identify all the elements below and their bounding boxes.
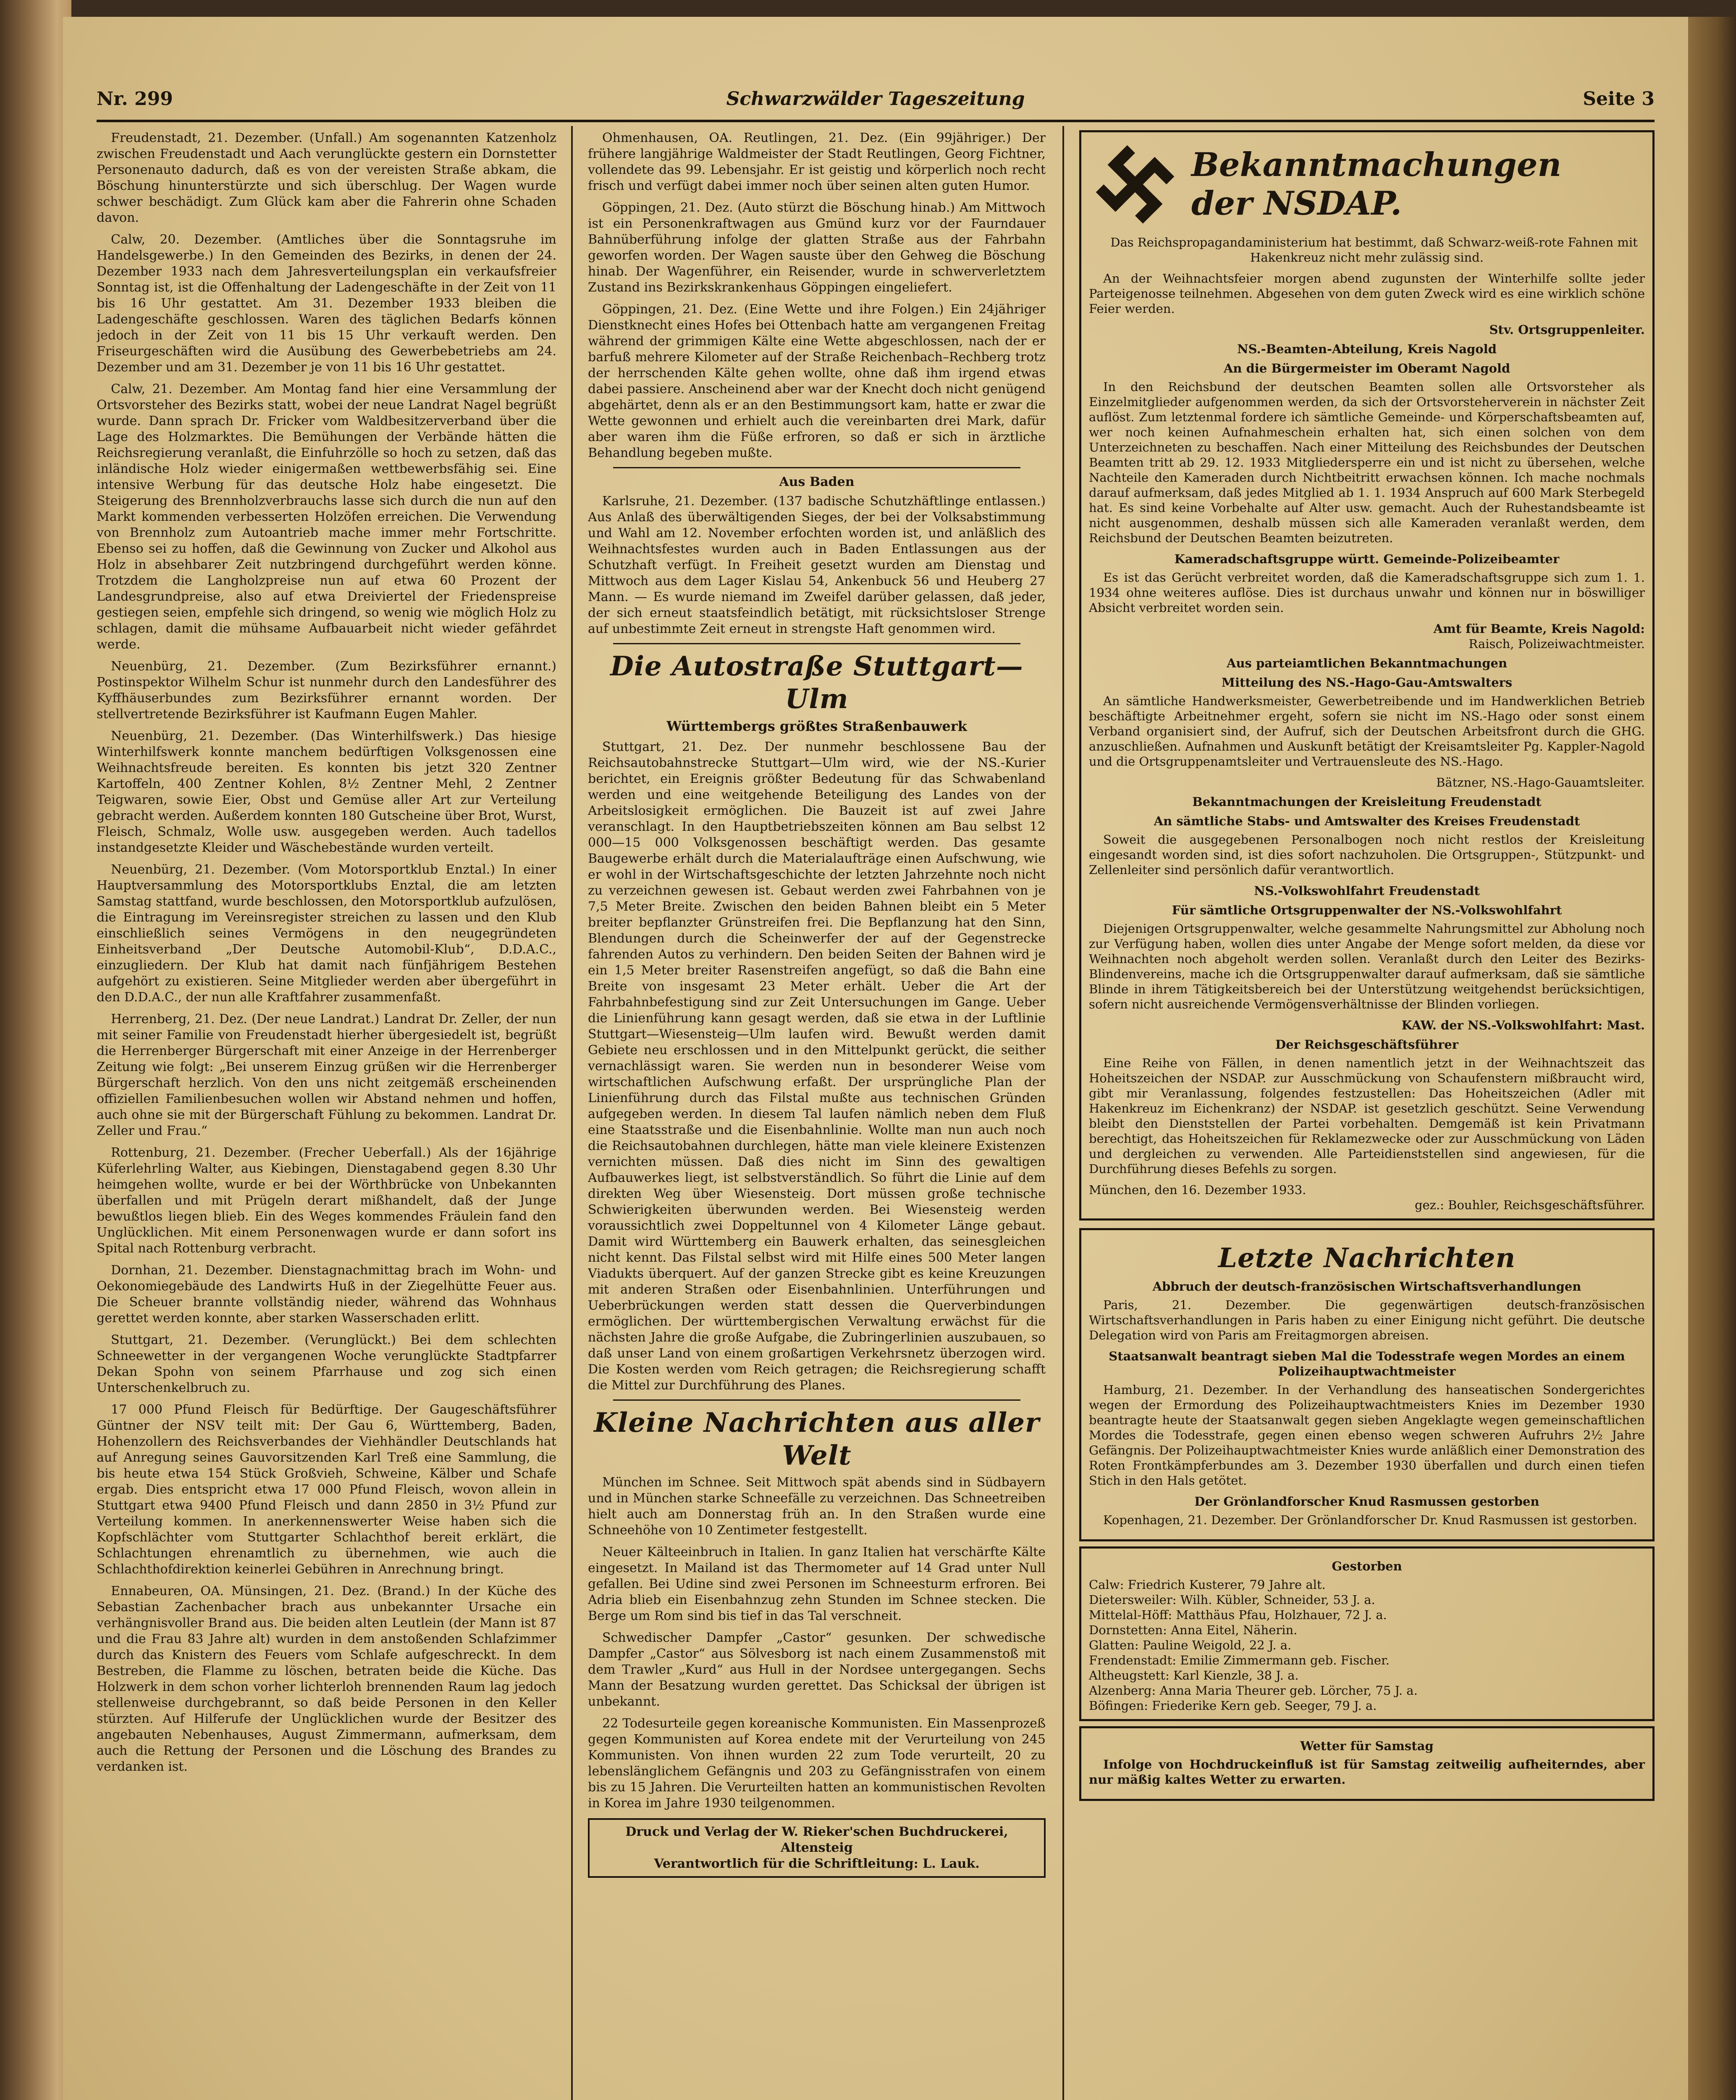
list-item: Alzenberg: Anna Maria Theurer geb. Lörcher, 75 J. a. [1089, 1683, 1418, 1698]
column-local-news [97, 130, 556, 2100]
news-item: Neuenbürg, 21. Dezember. (Zum Bezirksführer ernannt.) Postinspektor Wilhelm Schur ist nunmehr durch den Landesführer des Kyffhäuserbundes zum Bezirksführer ernannt worden. Der stellvertretende Bezirksführer ist Kaufmann Eugen Mahler. [97, 659, 556, 722]
signature: Raisch, Polizeiwachtmeister. [1469, 637, 1645, 651]
news-item: Calw, 21. Dezember. Am Montag fand hier eine Versammlung der Ortsvorsteher des Bezirks statt, wobei der neue Landrat Nagel begrüßt wurde. Dann sprach Dr. Fricker vom Waldbesitzerverband über die Lage des Holzmarktes. Die Bemühungen der Verbände hätten die Reichsregierung veranlaßt, die Einfuhrzölle so hoch zu setzen, daß das inländische Holz wieder einigermaßen wettbewerbsfähig sei. Eine intensive Werbung für das deutsche Holz habe eingesetzt. Die Steigerung des Brennholzverbrauchs lasse sich durch die nun auf den Markt kommenden verbesserten Holzöfen erreichen. Die Verwendung von Brennholz zum Autoantrieb mache immer mehr Fortschritte. Ebenso sei zu hoffen, daß die Gewinnung von Zucker und Alkohol aus Holz in absehbarer Zeit nutzbringend durchgeführt werden könne. Trotzdem die Langholzpreise nun auf etwa 60 Prozent der Landesgrundpreise, also auf etwa Dreiviertel der Friedenspreise gestiegen seien, empfehle sich dringend, so wenig wie möglich Holz zu schlagen, damit die mühsame Aufbauarbeit nicht wieder gefährdet werde. [97, 382, 556, 652]
imprint-publisher: Druck und Verlag der W. Rieker'schen Buchdruckerei, Altensteig [625, 1824, 1008, 1855]
list-item: Frendenstadt: Emilie Zimmermann geb. Fischer. [1089, 1653, 1390, 1667]
announcement-subheading: An die Bürgermeister im Oberamt Nagold [1223, 361, 1510, 375]
list-item: Glatten: Pauline Weigold, 22 J. a. [1089, 1638, 1292, 1652]
weather-heading: Wetter für Samstag [1300, 1739, 1434, 1753]
signature: KAW. der NS.-Volkswohlfahrt: Mast. [1401, 1018, 1645, 1032]
issue-number: Nr. 299 [97, 88, 173, 110]
weather-text: Infolge von Hochdruckeinfluß ist für Samstag zeitweilig aufheiterndes, aber nur mäßig kaltes Wetter zu erwarten. [1089, 1757, 1645, 1787]
deaths-heading: Gestorben [1332, 1559, 1402, 1573]
announcement-heading: Kameradschaftsgruppe württ. Gemeinde-Polizeibeamter [1174, 552, 1560, 566]
announcement-heading: Bekanntmachungen der Kreisleitung Freudenstadt [1192, 795, 1542, 809]
list-item: Mittelal-Höff: Matthäus Pfau, Holzhauer, 72 J. a. [1089, 1608, 1387, 1622]
column-regional-news [588, 130, 1046, 2100]
column-divider [571, 126, 573, 2100]
announcement-subheading: Mitteilung des NS.-Hago-Gau-Amtswalters [1221, 675, 1513, 690]
announcement-heading: Der Reichsgeschäftsführer [1275, 1037, 1459, 1052]
news-item: Göppingen, 21. Dez. (Eine Wette und ihre Folgen.) Ein 24jähriger Dienstknecht eines Hofes bei Ottenbach hatte am vergangenen Freitag während der grimmigen Kälte eine Wette abgeschlossen, nach der er barfuß mehrere Kilometer auf der Straße Reichenbach–Rechberg trotz der herrschenden Kälte gehen wollte, ohne daß ihm irgend etwas dabei passiere. Anscheinend aber war der Knecht doch nicht genügend abgehärtet, denn als er an den Bestimmungsort kam, hatte er zwar die Wette gewonnen und erhielt auch die vereinbarten drei Mark, dafür aber waren ihm die Füße erfroren, so daß er sich in ärztliche Behandlung begeben mußte. [588, 302, 1046, 460]
newspaper-page [63, 17, 1688, 2100]
page-edge [1688, 17, 1736, 2100]
announcement-text: Soweit die ausgegebenen Personalbogen noch nicht restlos der Kreisleitung eingesandt worden sind, ist dies sofort nachzuholen. Die Ortsgruppen-, Stützpunkt- und Zellenleiter sind persönlich dafür verantwortlich. [1089, 832, 1645, 877]
nsdap-header [1089, 138, 1645, 231]
newspaper-title: Schwarzwälder Tageszeitung [726, 88, 1025, 110]
announcement-text: An sämtliche Handwerksmeister, Gewerbetreibende und im Handwerklichen Betrieb beschäftigte Arbeitnehmer ergeht, sofern sie nicht im NS.-Hago oder sonst einem Verband organisiert sind, der Aufruf, sich der Deutschen Arbeitsfront durch die GHG. anzuschließen. Aufnahmen und Auskunft betätigt der Kreisamtsleiter Pg. Kappler-Nagold und die Ortsgruppenamtsleiter und Vertrauensleute des NS.-Hago. [1089, 694, 1645, 769]
imprint-box [588, 1818, 1046, 1878]
header-rule [97, 120, 1655, 122]
column-divider [1062, 126, 1064, 2100]
separator [613, 467, 1020, 468]
announcement-text: Eine Reihe von Fällen, in denen namentlich jetzt in der Weihnachtszeit das Hoheitszeichen der NSDAP. zur Ausschmückung von Schaufenstern mißbraucht wird, gibt mir Veranlassung, folgendes festzustellen: Das Hoheitszeichen (Adler mit Hakenkreuz im Eichenkranz) der NSDAP. ist gesetzlich geschützt. Seine Verwendung bleibt den Dienststellen der Partei vorbehalten. Demgemäß ist kein Privatmann berechtigt, das Hoheitszeichen für Reklamezwecke oder zur Ausschmückung von Läden und dergleichen zu verwenden. Alle Parteidienststellen sind angewiesen, für die Durchführung dieses Befehls zu sorgen. [1089, 1056, 1645, 1176]
page-number: Seite 3 [1583, 88, 1655, 110]
section-heading-baden: Aus Baden [779, 475, 855, 489]
separator [613, 643, 1020, 644]
announcement-subheading: An sämtliche Stabs- und Amtswalter des Kreises Freudenstadt [1154, 814, 1580, 828]
nsdap-announcements-box [1079, 130, 1655, 1221]
page-header [97, 88, 1655, 118]
list-item: Böfingen: Friederike Kern geb. Seeger, 79 J. a. [1089, 1698, 1377, 1713]
announcement-text: Das Reichspropagandaministerium hat bestimmt, daß Schwarz-weiß-rote Fahnen mit Hakenkreuz nicht mehr zulässig sind. [1110, 235, 1638, 265]
list-item: Calw: Friedrich Kusterer, 79 Jahre alt. [1089, 1578, 1326, 1592]
column-announcements [1079, 130, 1655, 2100]
signature: Bätzner, NS.-Hago-Gauamtsleiter. [1436, 775, 1645, 790]
headline-autostrasse: Die Autostraße Stuttgart—Ulm [610, 651, 1023, 715]
announcement-heading: NS.-Volkswohlfahrt Freudenstadt [1254, 884, 1480, 898]
article-autostrasse: Stuttgart, 21. Dez. Der nunmehr beschlossene Bau der Reichsautobahnstrecke Stuttgart—Ulm wird, wie der NS.-Kurier berichtet, ein Ereignis größter Bedeutung für das Schwabenland werden und eine weitgehende Beteiligung des Landes von der Arbeitslosigkeit ermöglichen. Die Bauzeit ist auf zwei Jahre veranschlagt. In den Hauptbetriebszeiten können am Bau selbst 12 000—15 000 Volksgenossen beschäftigt werden. Das gesamte Baugewerbe erhält durch die Materialaufträge einen Aufschwung, wie er wohl in der Wirtschaftsgeschichte der letzten Jahrzehnte noch nicht zu verzeichnen gewesen ist. Gebaut werden zwei Fahrbahnen von je 7,5 Meter Breite. Zwischen den beiden Bahnen bleibt ein 5 Meter breiter bepflanzter Grünstreifen frei. Die Bepflanzung hat den Sinn, Blendungen durch die Scheinwerfer der auf der Gegenstrecke fahrenden Autos zu verhindern. Den beiden Seiten der Bahnen wird je ein 1,5 Meter breiter Rasenstreifen angefügt, so daß die Bahn eine Breite von insgesamt 23 Meter erhält. Ueber die Art der Fahrbahnbefestigung sind zur Zeit Untersuchungen im Gange. Ueber die Linienführung kann gesagt werden, daß sie etwa in der Luftlinie Stuttgart—Wiesensteig—Ulm laufen wird. Bewußt werden damit Gebiete neu erschlossen und in den Mittelpunkt gerückt, die seither vernachlässigt waren. Sie werden nun in besonderer Weise vom wirtschaftlichen Aufschwung erfaßt. Der ursprüngliche Plan der Linienführung durch das Filstal mußte aus technischen Gründen aufgegeben werden. In diesem Tal laufen nämlich neben dem Fluß eine Staatsstraße und die Eisenbahnlinie. Wollte man nun auch noch die Reichsautobahnen durchlegen, hätte man viele kleinere Existenzen vernichten müssen. Daß dies nicht im Sinn des gewaltigen Aufbauwerkes liegt, ist selbstverständlich. So führt die Linie auf dem direkten Weg über Wiesensteig. Dort müssen große technische Schwierigkeiten überwunden werden. Bei Wiesensteig werden voraussichtlich zwei Doppeltunnel von 4 Kilometer Länge gebaut. Damit wird Württemberg ein Bauwerk erhalten, das seinesgleichen nicht kennt. Das Filstal selbst wird mit Hilfe eines 500 Meter langen Viadukts überquert. Auf der ganzen Strecke gibt es keine Kreuzungen mit anderen Straßen oder Eisenbahnlinien. Unterführungen und Ueberbrückungen werden statt dessen die Querverbindungen ermöglichen. Der württembergischen Verwaltung erwächst für die nächsten Jahre die große Aufgabe, die Zubringerlinien auszubauen, so daß unser Land von einem großartigen Verkehrsnetz überzogen wird. Die Kosten werden vom Reich getragen; die Reichsregierung schafft die Mittel zur Durchführung des Planes. [588, 740, 1046, 1393]
announcement-heading: Aus parteiamtlichen Bekanntmachungen [1226, 656, 1508, 670]
news-item: Neuenbürg, 21. Dezember. (Das Winterhilfswerk.) Das hiesige Winterhilfswerk konnte manchem bedürftigen Volksgenossen eine Weihnachtsfreude bereiten. Es konnten bis jetzt 320 Zentner Kartoffeln, 400 Zentner Kohlen, 8½ Zentner Mehl, 2 Zentner Teigwaren, sowie Eier, Obst und Gemüse aller Art zur Verteilung gebracht werden. Außerdem konnten 180 Gutscheine über Brot, Wurst, Fleisch, Schmalz, Wolle usw. ausgegeben werden. Auch tadellos instandgesetzte Kleider und Wäschebestände wurden verteilt. [97, 729, 556, 855]
signature: gez.: Bouhler, Reichsgeschäftsführer. [1414, 1198, 1645, 1212]
list-item: Altheugstett: Karl Kienzle, 38 J. a. [1089, 1668, 1299, 1683]
news-heading: Der Grönlandforscher Knud Rasmussen gestorben [1194, 1494, 1539, 1509]
announcement-heading: NS.-Beamten-Abteilung, Kreis Nagold [1237, 342, 1497, 356]
news-item: Ennabeuren, OA. Münsingen, 21. Dez. (Brand.) In der Küche des Sebastian Zachenbacher brach aus unbekannter Ursache ein verhängnisvoller Brand aus. Die beiden alten Leutlein (der Mann ist 87 und die Frau 83 Jahre alt) wurden in dem anstoßenden Schlafzimmer durch das Knistern des Feuers vom Schlafe aufgeschreckt. In dem Bestreben, die Flamme zu löschen, betraten beide die Küche. Das Holzwerk in dem schon vorher lichterloh brennenden Raum lag jedoch stellenweise durchgebrannt, so daß beide Personen in den Keller stürzten. Auf Hilferufe der Unglücklichen wurde der Besitzer des angebauten Nebenhauses, August Zimmermann, aufmerksam, dem auch die Rettung der Personen und die Löschung des Brandes zu verdanken ist. [97, 1584, 556, 1774]
news-item: Stuttgart, 21. Dezember. (Verunglückt.) Bei dem schlechten Schneewetter in der vergangenen Woche verunglückte Stadtpfarrer Dekan Spohn von seinem Pfarrhause und zog sich einen Unterschenkelbruch zu. [97, 1333, 556, 1395]
list-item: Dornstetten: Anna Eitel, Näherin. [1089, 1623, 1298, 1637]
subheadline-autostrasse: Württembergs größtes Straßenbauwerk [666, 718, 967, 734]
list-item: Dietersweiler: Wilh. Kübler, Schneider, 53 J. a. [1089, 1593, 1375, 1607]
news-item: Calw, 20. Dezember. (Amtliches über die Sonntagsruhe im Handelsgewerbe.) In den Gemeinden des Bezirks, in denen der 24. Dezember 1933 nach dem Jahresverteilungsplan ein verkaufsfreier Sonntag ist, ist die Offenhaltung der Ladengeschäfte in der Zeit von 11 bis 16 Uhr gestattet. Am 31. Dezember 1933 bleiben die Ladengeschäfte geschlossen. Waren des täglichen Bedarfs können jedoch in der Zeit von 11 bis 15 Uhr verkauft werden. Den Friseurgeschäften wird die Ausübung des Gewerbebetriebs am 24. Dezember und am 31. Dezember je von 11 bis 16 Uhr gestattet. [97, 232, 556, 375]
headline-letzte-nachrichten: Letzte Nachrichten [1218, 1242, 1516, 1274]
news-heading: Abbruch der deutsch-französischen Wirtschaftsverhandlungen [1152, 1279, 1581, 1294]
announcement-text: In den Reichsbund der deutschen Beamten sollen alle Ortsvorsteher als Einzelmitglieder aufgenommen werden, da sich der Ortsvorsteherverein in nächster Zeit auflöst. Zum letztenmal fordere ich sämtliche Gemeinde- und Körperschaftsbeamten auf, wer noch keinen Aufnahmeschein erhalten hat, sich einen solchen von dem Unterzeichneten zu beschaffen. Nach einer Mitteilung des Reichsbundes der Deutschen Beamten tritt ab 29. 12. 1933 Mitgliedersperre ein und ist nicht zu übersehen, welche Nachteile den Kameraden durch Nichtbeitritt erwachsen können. Ich mache nochmals darauf aufmerksam, daß jedes Mitglied ab 1. 1. 1934 Anspruch auf 600 Mark Sterbegeld hat. Es sind keine Vorbehalte auf Alter usw. gemacht. Auch der Ruhestandsbeamte ist nicht ausgenommen, deshalb müssen sich alle Kameraden veranlaßt werden, dem Reichsbund der Deutschen Beamten beizutreten. [1089, 380, 1645, 545]
news-item: Dornhan, 21. Dezember. Dienstagnachmittag brach im Wohn- und Oekonomiegebäude des Landwirts Huß in der Ziegelhütte Feuer aus. Die Scheuer brannte vollständig nieder, während das Wohnhaus gerettet werden konnte, aber starken Wasserschaden erlitt. [97, 1263, 556, 1326]
announcement-text: Es ist das Gerücht verbreitet worden, daß die Kameradschaftsgruppe sich zum 1. 1. 1934 ohne weiteres auflöse. Dies ist durchaus unwahr und können nur in böswilliger Absicht verbreitet worden sein. [1089, 570, 1645, 615]
announcement-date: München, den 16. Dezember 1933. [1089, 1183, 1306, 1197]
announcement-subheading: Für sämtliche Ortsgruppenwalter der NS.-Volkswohlfahrt [1172, 903, 1562, 917]
news-item: Karlsruhe, 21. Dezember. (137 badische Schutzhäftlinge entlassen.) Aus Anlaß des überwältigenden Sieges, der bei der Volksabstimmung und Wahl am 12. November erfochten worden ist, und anläßlich des Weihnachtsfestes wurden auch in Baden Entlassungen aus der Schutzhaft verfügt. In Freiheit gesetzt wurden am Dienstag und Mittwoch aus dem Lager Kislau 54, Ankenbuck 56 und Heuberg 27 Mann. — Es wurde niemand im Zweifel darüber gelassen, daß jeder, der sich erneut staatsfeindlich betätigt, mit rücksichtsloser Strenge auf unbestimmte Zeit erneut in strengste Haft genommen wird. [588, 494, 1046, 636]
news-item: 22 Todesurteile gegen koreanische Kommunisten. Ein Massenprozeß gegen Kommunisten auf Korea endete mit der Verurteilung von 245 Kommunisten. Von ihnen wurden 22 zum Tode verurteilt, 20 zu lebenslänglichem Gefängnis und 203 zu Gefängnisstrafen von einem bis zu 15 Jahren. Die Verurteilten hatten an kommunistischen Revolten in Korea im Jahre 1930 teilgenommen. [588, 1716, 1046, 1811]
news-item: Neuer Kälteeinbruch in Italien. In ganz Italien hat verschärfte Kälte eingesetzt. In Mailand ist das Thermometer auf 14 Grad unter Null gefallen. Bei Udine sind zwei Personen im Schneesturm erfroren. Bei Adria blieb ein Eisenbahnzug zehn Stunden im Schnee stecken. Die Berge um Rom sind bis tief in das Tal verschneit. [588, 1545, 1046, 1623]
swastika-emblem-icon [1089, 138, 1181, 231]
news-heading: Staatsanwalt beantragt sieben Mal die Todesstrafe wegen Mordes an einem Polizeihauptwachtmeister [1109, 1349, 1625, 1378]
news-item: Göppingen, 21. Dez. (Auto stürzt die Böschung hinab.) Am Mittwoch ist ein Personenkraftwagen aus Gmünd kurz vor der Faurndauer Bahnüberführung infolge der glatten Straße aus der Fahrbahn geworfen worden. Der Wagen sauste über den Gehweg die Böschung hinab. Der Wagenführer, ein Reisender, wurde in schwerverletztem Zustand ins Bezirkskrankenhaus Göppingen eingeliefert. [588, 200, 1046, 295]
headline-kleine-nachrichten: Kleine Nachrichten aus aller Welt [594, 1407, 1040, 1471]
news-item: Rottenburg, 21. Dezember. (Frecher Ueberfall.) Als der 16jährige Küferlehrling Walter, aus Kiebingen, Dienstagabend gegen 8.30 Uhr heimgehen wollte, wurde er bei der Wörthbrücke von Unbekannten überfallen und mit Prügeln derart mißhandelt, daß der Junge bewußtlos liegen blieb. Ein des Weges kommendes Fräulein fand den Unglücklichen. Mit einem Personenwagen wurde er dann sofort ins Spital nach Rottenburg verbracht. [97, 1145, 556, 1256]
signature: Amt für Beamte, Kreis Nagold: [1433, 622, 1645, 636]
news-item: Ohmenhausen, OA. Reutlingen, 21. Dez. (Ein 99jähriger.) Der frühere langjährige Waldmeister der Stadt Reutlingen, Georg Fichtner, vollendete das 99. Lebensjahr. Er ist geistig und körperlich noch recht frisch und verfügt dabei immer noch über seinen alten guten Humor. [588, 131, 1046, 193]
news-item: München im Schnee. Seit Mittwoch spät abends sind in Südbayern und in München starke Schneefälle zu verzeichnen. Das Schneetreiben hielt auch am Donnerstag früh an. In den Straßen wurde eine Schneehöhe von 10 Zentimeter festgestellt. [588, 1475, 1046, 1538]
nsdap-title-line1: Bekanntmachungen [1191, 146, 1562, 184]
news-item: Freudenstadt, 21. Dezember. (Unfall.) Am sogenannten Katzenholz zwischen Freudenstadt und Aach verunglückte gestern ein Dornstetter Personenauto dadurch, daß es von der vereisten Straße abkam, die Böschung hinunterstürzte und sich überschlug. Der Wagen wurde schwer beschädigt. Zum Glück kam aber die Fahrerin ohne Schaden davon. [97, 131, 556, 225]
weather-box [1079, 1726, 1655, 1801]
announcement-text: Diejenigen Ortsgruppenwalter, welche gesammelte Nahrungsmittel zur Abholung noch zur Verfügung haben, wollen dies unter Angabe der Menge sofort melden, da diese vor Weihnachten noch abgeholt werden sollen. Veranlaßt durch den Leiter des Bezirks-Blindenvereins, mache ich die Ortsgruppenwalter darauf aufmerksam, daß sie sämtliche Blinde in ihrem Tätigkeitsbereich bei der Unterstützung weitgehendst berücksichtigen, sofern nicht ausreichende Vermögensverhältnisse der Blinden vorliegen. [1089, 921, 1645, 1011]
news-item: Kopenhagen, 21. Dezember. Der Grönlandforscher Dr. Knud Rasmussen ist gestorben. [1103, 1513, 1637, 1527]
news-item: 17 000 Pfund Fleisch für Bedürftige. Der Gaugeschäftsführer Güntner der NSV teilt mit: Der Gau 6, Württemberg, Baden, Hohenzollern des Reichsverbandes der Viehhändler Deutschlands hat auf Anregung seines Gauvorsitzenden Karl Treß eine Sammlung, die bis heute etwa 154 Stück Großvieh, Schweine, Kälber und Schafe ergab. Dies entspricht etwa 17 000 Pfund Fleisch, wovon allein in Stuttgart etwa 9400 Pfund Fleisch und dann 2850 in 3½ Pfund zur Verteilung kommen. In anerkennenswerter Weise haben sich die Kopfschlächter vom Stuttgarter Schlachthof bereit erklärt, die Schlachtungen ehrenamtlich zu übernehmen, wie auch die Schlachthofdirektion keinerlei Gebühren in Anrechnung bringt. [97, 1402, 556, 1577]
news-item: Schwedischer Dampfer „Castor“ gesunken. Der schwedische Dampfer „Castor“ aus Sölvesborg ist nach einem Zusammenstoß mit dem Trawler „Kurd“ aus Hull in der Nordsee untergegangen. Sechs Mann der Besatzung wurden gerettet. Das Schicksal der übrigen ist unbekannt. [588, 1630, 1046, 1709]
separator [613, 1399, 1020, 1401]
nsdap-title-line2: der NSDAP. [1191, 184, 1402, 223]
book-binding [0, 0, 71, 2100]
announcement-text: An der Weihnachtsfeier morgen abend zugunsten der Winterhilfe sollte jeder Parteigenosse teilnehmen. Abgesehen von dem guten Zweck wird es eine wirklich schöne Feier werden. [1089, 271, 1645, 316]
deaths-box [1079, 1546, 1655, 1721]
news-item: Paris, 21. Dezember. Die gegenwärtigen deutsch-französischen Wirtschaftsverhandlungen in Paris haben zu einer Einigung nicht geführt. Die deutsche Delegation wird von Paris am Freitagmorgen abreisen. [1089, 1298, 1645, 1342]
imprint-editor: Verantwortlich für die Schriftleitung: L. Lauk. [654, 1856, 980, 1871]
news-item: Hamburg, 21. Dezember. In der Verhandlung des hanseatischen Sondergerichtes wegen der Ermordung des Polizeihauptwachtmeisters Knies im Dezember 1930 beantragte heute der Staatsanwalt gegen sieben Angeklagte wegen gemeinschaftlichen Mordes die Todesstrafe, gegen einen ebenso wegen schweren Aufruhrs 2½ Jahre Gefängnis. Der Polizeihauptwachtmeister Knies wurde anläßlich einer Demonstration des Roten Frontkämpferbundes am 3. Dezember 1930 überfallen und durch einen tiefen Stich in den Hals getötet. [1089, 1383, 1645, 1488]
news-item: Herrenberg, 21. Dez. (Der neue Landrat.) Landrat Dr. Zeller, der nun mit seiner Familie von Freudenstadt hierher übergesiedelt ist, begrüßt die Herrenberger Bürgerschaft mit einer Anzeige in der Herrenberger Zeitung wie folgt: „Bei unserem Einzug grüßen wir die Herrenberger Bürgerschaft herzlich. Von den uns nicht zeitgemäß erscheinenden offiziellen Familienbesuchen wollen wir Abstand nehmen und hoffen, auch ohne sie mit der Bürgerschaft Fühlung zu bekommen. Landrat Dr. Zeller und Frau.“ [97, 1012, 556, 1138]
latest-news-box [1079, 1228, 1655, 1541]
signature: Stv. Ortsgruppenleiter. [1489, 323, 1645, 337]
news-item: Neuenbürg, 21. Dezember. (Vom Motorsportklub Enztal.) In einer Hauptversammlung des Motorsportklubs Enztal, die am letzten Samstag stattfand, wurde beschlossen, den Motorsportklub aufzulösen, die Eintragung im Vereinsregister streichen zu lassen und den Klub einschließlich seines Vermögens in den neugegründeten Einheitsverband „Der Deutsche Automobil-Klub“, D.D.A.C., einzugliedern. Der Klub hat damit nach fünfjährigem Bestehen aufgehört zu existieren. Seine Mitglieder werden aber übergeführt in den D.D.A.C., der nun alle Kraftfahrer zusammenfaßt. [97, 862, 556, 1005]
